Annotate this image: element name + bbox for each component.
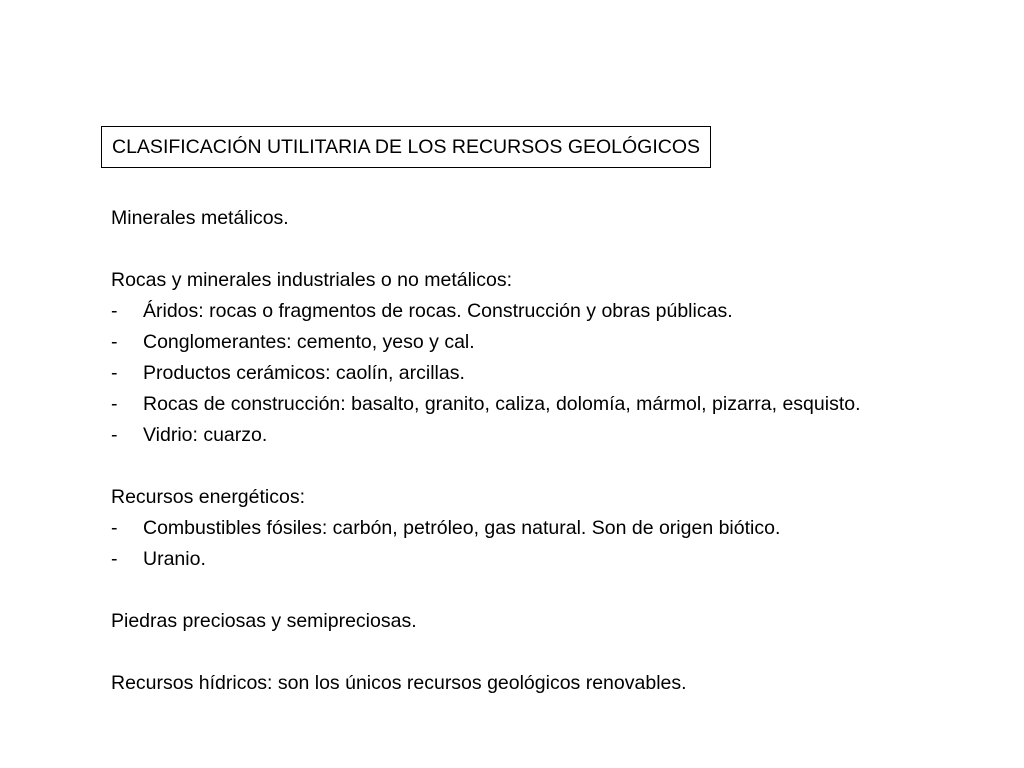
list-item-text: Vidrio: cuarzo. — [143, 424, 268, 446]
spacer — [111, 637, 1011, 668]
spacer — [111, 575, 1011, 606]
list-item-text: Rocas de construcción: basalto, granito, caliza, dolomía, mármol, pizarra, esquisto. — [143, 393, 861, 415]
slide-title: CLASIFICACIÓN UTILITARIA DE LOS RECURSOS GEOLÓGICOS — [101, 126, 711, 168]
bullet-dash: - — [111, 331, 118, 353]
bullet-dash: - — [111, 300, 118, 322]
bullet-dash: - — [111, 393, 118, 415]
list-item — [111, 327, 1011, 358]
list-item-text: Conglomerantes: cemento, yeso y cal. — [143, 331, 475, 353]
list-item — [111, 358, 1011, 389]
list-item — [111, 544, 1011, 575]
list-item-text: Áridos: rocas o fragmentos de rocas. Construcción y obras públicas. — [143, 300, 733, 322]
list-item-text: Uranio. — [143, 548, 206, 570]
list-item — [111, 420, 1011, 451]
bullet-dash: - — [111, 517, 118, 539]
list-item — [111, 296, 1011, 327]
section-heading-recursos-hidricos: Recursos hídricos: son los únicos recursos geológicos renovables. — [111, 672, 687, 694]
section-heading-minerales-metalicos: Minerales metálicos. — [111, 207, 289, 229]
section-heading-recursos-energeticos: Recursos energéticos: — [111, 486, 306, 508]
spacer — [111, 234, 1011, 265]
bullet-dash: - — [111, 362, 118, 384]
section-heading-rocas-industriales: Rocas y minerales industriales o no metálicos: — [111, 269, 513, 291]
content-body — [111, 203, 1011, 699]
bullet-dash: - — [111, 548, 118, 570]
list-item — [111, 389, 1011, 420]
spacer — [111, 451, 1011, 482]
section-heading-piedras-preciosas: Piedras preciosas y semipreciosas. — [111, 610, 417, 632]
list-item-text: Combustibles fósiles: carbón, petróleo, gas natural. Son de origen biótico. — [143, 517, 781, 539]
list-item-text: Productos cerámicos: caolín, arcillas. — [143, 362, 465, 384]
bullet-dash: - — [111, 424, 118, 446]
list-item — [111, 513, 1011, 544]
